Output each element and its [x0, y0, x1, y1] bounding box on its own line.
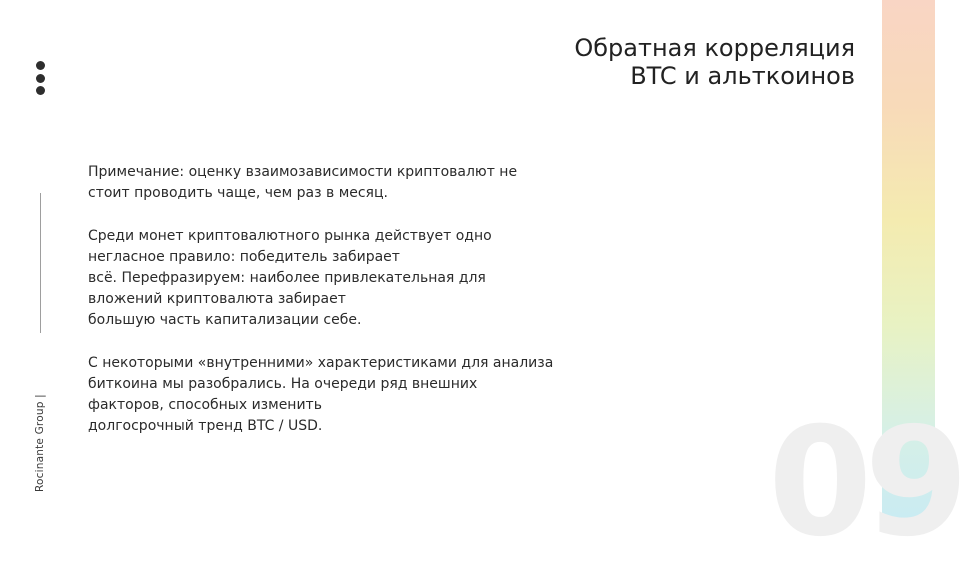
text-line: большую часть капитализации себе.	[88, 312, 362, 329]
factors-paragraph	[88, 353, 554, 438]
brand-label: Rocinante Group |	[34, 394, 46, 492]
dot	[36, 86, 45, 95]
dot	[36, 61, 45, 70]
vertical-divider	[40, 193, 41, 333]
dot	[36, 74, 45, 83]
text-line: Среди монет криптовалютного рынка действует одно	[88, 227, 492, 244]
rule-paragraph	[88, 226, 538, 332]
text-line: негласное правило: победитель забирает	[88, 248, 400, 265]
title-line: Обратная корреляция	[574, 34, 855, 62]
note-paragraph	[88, 162, 538, 204]
text-line: биткоина мы разобрались. На очереди ряд внешних	[88, 376, 478, 392]
text-line: всё. Перефразируем: наиболее привлекательная для	[88, 270, 486, 286]
slide-title	[574, 34, 855, 90]
title-line: BTC и альткоинов	[630, 62, 855, 90]
text-line: стоит проводить чаще, чем раз в месяц.	[88, 185, 388, 202]
page-number: 09	[768, 396, 961, 570]
text-line: вложений криптовалюта забирает	[88, 291, 346, 308]
text-line: факторов, способных изменить	[88, 397, 322, 414]
vertical-dots-icon	[36, 61, 46, 95]
text-line: С некоторыми «внутренними» характеристиками для анализа	[88, 354, 554, 371]
body-text	[88, 162, 554, 438]
text-line: долгосрочный тренд BTC / USD.	[88, 418, 323, 435]
text-line: Примечание: оценку взаимозависимости криптовалют не	[88, 164, 518, 180]
